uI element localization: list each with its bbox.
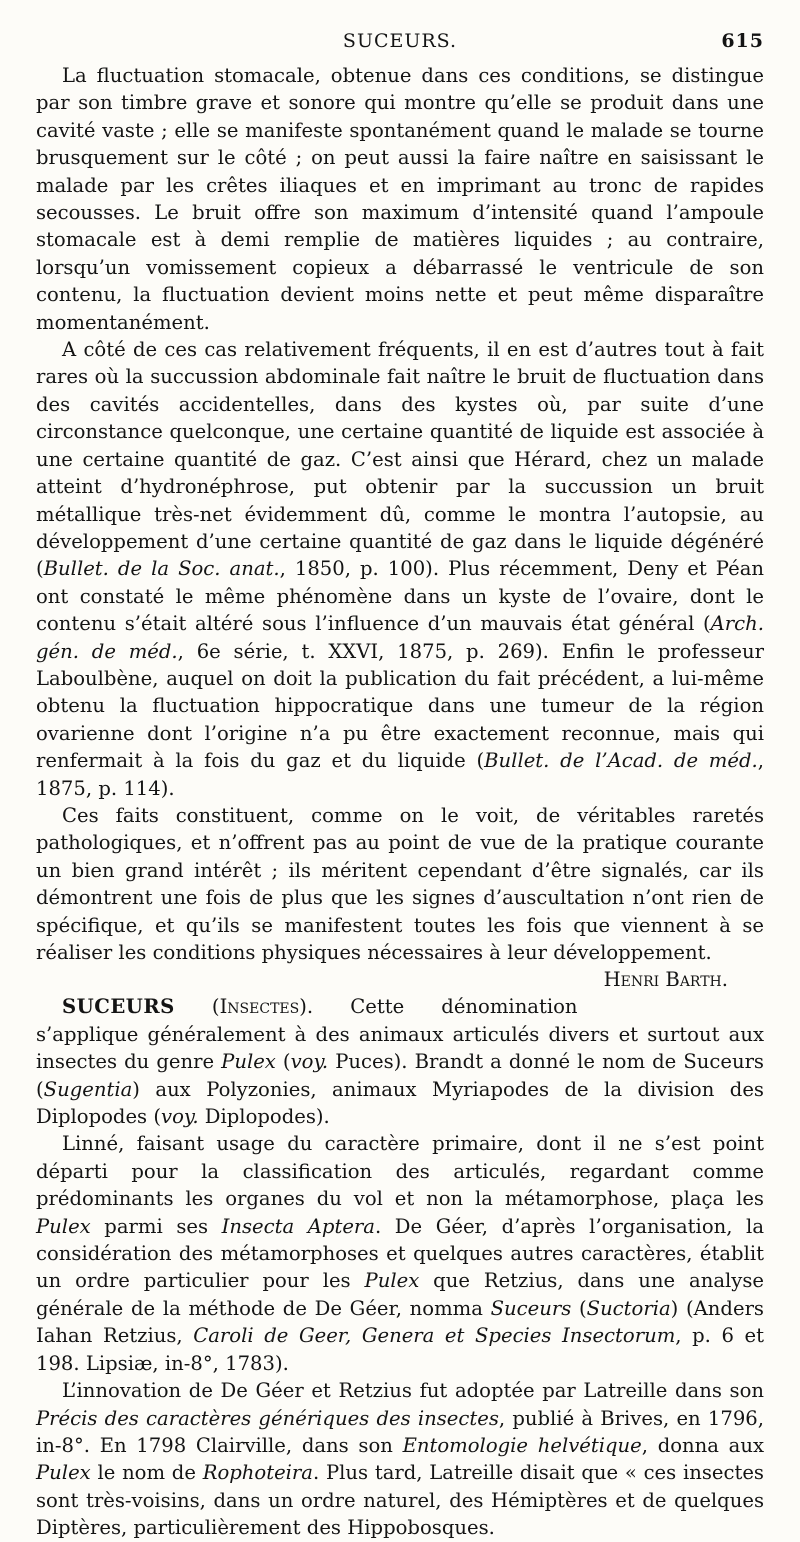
text-run: , publié à Brives, en 1796, in-8°. En 1798 Clairville, dans son <box>36 1406 764 1457</box>
text-run: . Plus tard, Latreille disait que « ces insectes sont très-voisins, dans un ordre naturel, des Hémiptères et de quelques Diptères, particulièrement des Hippobosques. <box>36 1461 764 1540</box>
italic-term: Pulex <box>221 1050 276 1074</box>
text-run: Cette dénomination s’applique généralement à des animaux articulés divers et surtout aux insectes du genre <box>36 995 764 1074</box>
entry-suceurs <box>36 993 764 1130</box>
paragraph-linne <box>36 1130 764 1377</box>
italic-term: Pulex <box>36 1214 91 1238</box>
text-run: , donna aux <box>641 1433 765 1457</box>
author-signature: Henri Barth. <box>603 968 728 992</box>
text-run: le nom de <box>90 1461 203 1485</box>
text-run: Puces). Brandt a donné le nom de Suceurs ( <box>36 1050 764 1101</box>
italic-term: Rophoteira <box>202 1461 313 1485</box>
citation-title: Bullet. de la Soc. anat. <box>43 557 280 581</box>
page-header <box>36 30 764 60</box>
italic-term: voy. <box>161 1105 199 1129</box>
italic-term: Suceurs <box>490 1296 572 1320</box>
entry-headword: SUCEURS <box>62 995 175 1019</box>
text-run: , 1875, p. 114). <box>36 749 764 800</box>
text-run: ) aux Polyzonies, animaux Myriapodes de la division des Diplopodes ( <box>36 1077 764 1129</box>
citation-title: Arch. gén. de méd. <box>36 612 764 663</box>
italic-term: Pulex <box>364 1269 420 1293</box>
text-run: que Retzius, dans une analyse générale de la méthode de De Géer, nomma <box>36 1269 764 1320</box>
paragraph-conclusion <box>36 802 764 992</box>
text-run: Ces faits constituent, comme on le voit, de véritables raretés pathologiques, et n’offrent pas au point de vue de la pratique courante un bien grand intérêt ; ils méritent cependant d’être signalés, car ils démontrent une fois de plus que les signes d’auscultation n’ont rien de spécifique, et qu’ils se manifestent toutes les fois que viennent à se réaliser les conditions physiques nécessaires à leur développement. <box>36 803 764 964</box>
italic-term: Insecta Aptera <box>221 1214 375 1238</box>
entry-qualifier: (Insectes). <box>211 995 314 1019</box>
text-run: Diplopodes). <box>198 1105 330 1129</box>
paragraph-fluctuation: La fluctuation stomacale, obtenue dans ces conditions, se distingue par son timbre grave et sonore qui montre qu’elle se produit dans une cavité vaste ; elle se manifeste spontanément quand le malade se tourne brusquement sur le côté ; on peut aussi la faire naître en saisissant le malade par les crêtes iliaques et en imprimant au tronc de rapides secousses. Le bruit offre son maximum d’intensité quand l’ampoule stomacale est à demi remplie de matières liquides ; au contraire, lorsqu’un vomissement copieux a débarrassé le ventricule de son contenu, la fluctuation devient moins nette et peut même disparaître momentanément. <box>36 64 764 334</box>
text-run: , 6e série, t. XXVI, 1875, p. 269). Enfin le professeur Laboulbène, auquel on doit la publication du fait précédent, a lui-même obtenu la fluctuation hippocratique dans une tumeur de la région ovarienne dont l’origine n’a pu être exactement reconnue, mais qui renfermait à la fois du gaz et du liquide ( <box>36 639 764 773</box>
body-text <box>36 62 764 1542</box>
italic-term: voy. <box>290 1050 329 1074</box>
text-run: ( <box>571 1296 587 1320</box>
citation-title: Précis des caractères génériques des insectes <box>36 1406 499 1430</box>
text-run: ) (Anders Iahan Retzius, <box>36 1296 764 1348</box>
italic-term: Suctoria <box>586 1296 671 1320</box>
citation-title: Entomologie helvétique <box>402 1433 642 1457</box>
text-run: A côté de ces cas relativement fréquents, il en est d’autres tout à fait rares où la succussion abdominale fait naître le bruit de fluctuation dans des cavités accidentelles, dans des kystes où, par suite d’une circonstance quelconque, une certaine quantité de liquide est associée à une certaine quantité de gaz. C’est ainsi que Hérard, chez un malade atteint d’hydronéphrose, put obtenir par la succussion un bruit métallique très-net évidemment dû, comme le montra l’autopsie, au développement d’une certaine quantité de gaz dans le liquide dégénéré ( <box>36 338 764 581</box>
citation-title: Bullet. de l’Acad. de méd. <box>484 749 758 773</box>
page-number: 615 <box>721 30 764 52</box>
paragraph-innovation <box>36 1377 764 1541</box>
running-title: SUCEURS. <box>342 30 458 52</box>
text-run: . De Géer, d’après l’organisation, la considération des métamorphoses et quelques autres caractères, établit un ordre particulier pour les <box>36 1214 764 1293</box>
citation-title: Caroli de Geer, Genera et Species Insectorum <box>193 1324 676 1348</box>
italic-term: Sugentia <box>43 1077 133 1101</box>
text-run: L’innovation de De Géer et Retzius fut adoptée par Latreille dans son <box>62 1379 764 1403</box>
italic-term: Pulex <box>36 1461 91 1485</box>
paragraph-rare-cases <box>36 336 764 802</box>
text-run: ( <box>275 1050 291 1074</box>
text-run: , p. 6 et 198. Lipsiæ, in-8°, 1783). <box>36 1324 765 1375</box>
text-run: , 1850, p. 100). Plus récemment, Deny et Péan ont constaté le même phénomène dans un kyste de l’ovaire, dont le contenu s’était altéré sous l’influence d’un mauvais état général ( <box>36 557 764 636</box>
text-run: parmi ses <box>90 1214 222 1238</box>
text-run: Linné, faisant usage du caractère primaire, dont il ne s’est point départi pour la classification des articulés, regardant comme prédominants les organes du vol et non la métamorphose, plaça les <box>36 1132 764 1211</box>
